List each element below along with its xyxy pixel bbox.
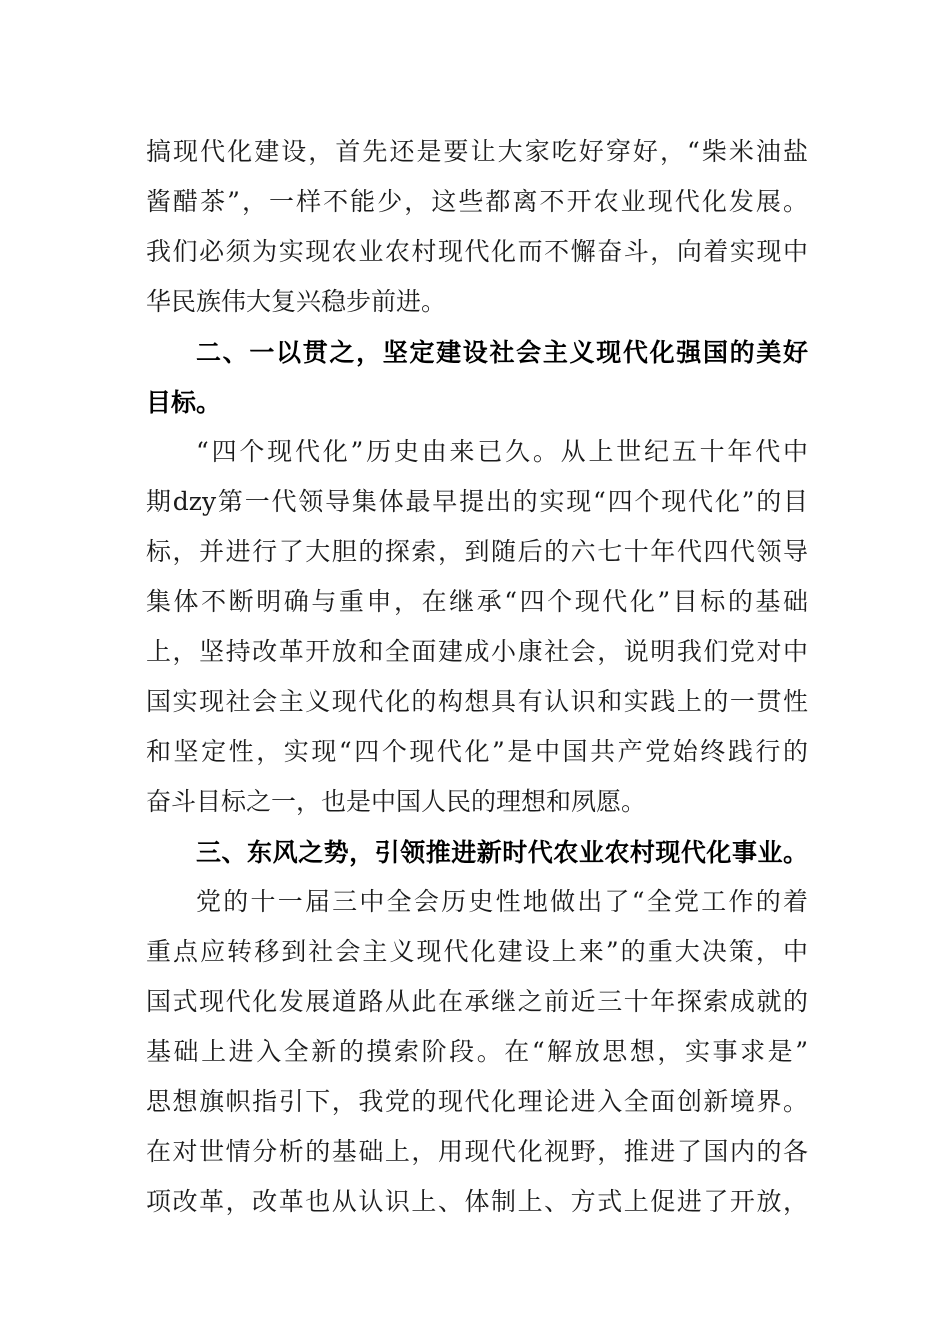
section-heading: 三、东风之势，引领推进新时代农业农村现代化事业。	[196, 838, 808, 867]
section-heading: 目标。	[146, 388, 222, 417]
text-line: 重点应转移到社会主义现代化建设上来”的重大决策，中	[146, 937, 808, 966]
text-line: 国式现代化发展道路从此在承继之前近三十年探索成就的	[146, 987, 808, 1016]
text-line: 基础上进入全新的摸索阶段。在“解放思想，实事求是”	[146, 1037, 808, 1066]
text-line: 搞现代化建设，首先还是要让大家吃好穿好，“柴米油盐	[146, 137, 808, 166]
text-line: 思想旗帜指引下，我党的现代化理论进入全面创新境界。	[146, 1087, 808, 1116]
text-line: 和坚定性，实现“四个现代化”是中国共产党始终践行的	[146, 737, 808, 766]
text-line: 我们必须为实现农业农村现代化而不懈奋斗，向着实现中	[146, 237, 808, 266]
text-line: 奋斗目标之一，也是中国人民的理想和夙愿。	[146, 787, 647, 816]
text-line: 党的十一届三中全会历史性地做出了“全党工作的着	[196, 887, 808, 916]
text-line: “四个现代化”历史由来已久。从上世纪五十年代中	[196, 437, 808, 466]
text-line: 国实现社会主义现代化的构想具有认识和实践上的一贯性	[146, 687, 808, 716]
text-line: 项改革，改革也从认识上、体制上、方式上促进了开放，	[146, 1187, 808, 1216]
text-line: 华民族伟大复兴稳步前进。	[146, 287, 447, 316]
text-line: 在对世情分析的基础上，用现代化视野，推进了国内的各	[146, 1137, 808, 1166]
text-line: 上，坚持改革开放和全面建成小康社会，说明我们党对中	[146, 637, 808, 666]
section-heading: 二、一以贯之，坚定建设社会主义现代化强国的美好	[196, 338, 808, 367]
text-line: 酱醋茶”，一样不能少，这些都离不开农业现代化发展。	[146, 187, 808, 216]
text-line: 集体不断明确与重申，在继承“四个现代化”目标的基础	[146, 587, 808, 616]
text-line: 标，并进行了大胆的探索，到随后的六七十年代四代领导	[146, 537, 808, 566]
text-line: 期dzy第一代领导集体最早提出的实现“四个现代化”的目	[146, 487, 808, 516]
